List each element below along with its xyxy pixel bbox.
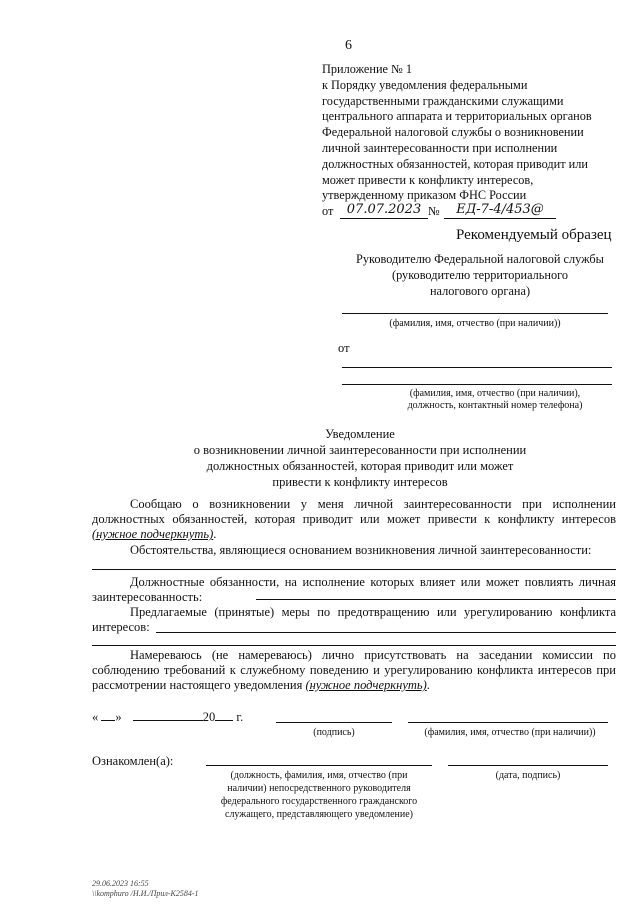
duties-line[interactable] — [256, 599, 616, 600]
paragraph-3 — [92, 575, 616, 605]
sender-line-2[interactable] — [342, 384, 612, 385]
footer-path: \\komphuro /Н.И./Прил-К2584-1 — [92, 889, 199, 898]
quote-close: » — [115, 710, 122, 724]
signature-line[interactable] — [276, 722, 392, 723]
notice-title — [150, 426, 570, 490]
notice-heading: Уведомление — [325, 427, 395, 441]
paragraph-1-text: Сообщаю о возникновении у меня личной заинтересованности при исполнении должностных обязанностей, которая приводит или может привести к конфликту интересов — [92, 497, 616, 526]
year-prefix: 20 — [202, 710, 216, 724]
notice-subtitle-line: должностных обязанностей, которая приводит или может — [206, 459, 514, 473]
date-signature-line[interactable] — [448, 765, 608, 766]
annex-line: центрального аппарата и территориальных органов — [322, 109, 592, 124]
paragraph-3-text: Должностные обязанности, на исполнение которых влияет или может повлиять личная заинтересованность: — [92, 575, 616, 604]
paragraph-4-text: Предлагаемые (принятые) меры по предотвращению или урегулированию конфликта интересов: — [92, 605, 616, 634]
paragraph-2 — [92, 543, 616, 558]
acknowledged-label: Ознакомлен(а): — [92, 754, 174, 768]
paragraph-5-text: Намереваюсь (не намереваюсь) лично присутствовать на заседании комиссии по соблюдению требований к служебному поведению и урегулированию конфликта интересов при рассмотрении настоящего уведомления — [92, 648, 616, 692]
handwritten-number: ЕД-7-4/453@ — [444, 202, 556, 219]
paragraph-1-note: (нужное подчеркнуть) — [92, 527, 214, 541]
year-field[interactable] — [215, 720, 233, 721]
annex-line: к Порядку уведомления федеральными — [322, 77, 528, 92]
annex-line: утвержденному приказом ФНС России — [322, 188, 527, 203]
footer-stamp — [92, 879, 199, 899]
circumstances-line[interactable] — [92, 569, 616, 570]
recommended-sample-label: Рекомендуемый образец — [456, 227, 612, 243]
supervisor-caption-line: наличии) непосредственного руководителя — [227, 783, 411, 794]
sender-line-1[interactable] — [342, 367, 612, 368]
date-row — [92, 710, 272, 728]
paragraph-1-end: . — [213, 527, 217, 541]
paragraph-5 — [92, 648, 616, 693]
annex-line: личной заинтересованности при исполнении — [322, 140, 558, 155]
signer-fio-line[interactable] — [408, 722, 608, 723]
paragraph-4 — [92, 605, 616, 635]
page-number: 6 — [345, 38, 352, 53]
annex-line: Федеральной налоговой службы о возникновении — [322, 125, 584, 140]
paragraph-2-text: Обстоятельства, являющиеся основанием возникновения личной заинтересованности: — [130, 543, 592, 557]
signer-fio-caption: (фамилия, имя, отчество (при наличии)) — [424, 727, 596, 738]
measures-line-1[interactable] — [156, 632, 616, 633]
annex-line: может привести к конфликту интересов, — [322, 172, 534, 187]
supervisor-caption-line: служащего, представляющего уведомление) — [225, 809, 413, 820]
addressee-line: (руководителю территориального — [391, 268, 569, 282]
annex-date-row — [322, 204, 622, 222]
paragraph-5-note: (нужное подчеркнуть) — [305, 678, 427, 692]
handwritten-date: 07.07.2023 — [340, 202, 428, 219]
annex-from-label: от — [322, 204, 334, 219]
supervisor-caption-line: федерального государственного гражданского — [220, 796, 418, 807]
footer-timestamp: 29.06.2023 16:55 — [92, 879, 149, 888]
sender-caption-2: должность, контактный номер телефона) — [407, 400, 583, 411]
annex-line: должностных обязанностей, которая приводит или — [322, 156, 588, 171]
annex-line: государственными гражданскими служащими — [322, 93, 564, 108]
date-signature-caption: (дата, подпись) — [495, 770, 561, 781]
notice-subtitle-line: о возникновении личной заинтересованности при исполнении — [193, 443, 527, 457]
addressee-line: налогового органа) — [429, 284, 531, 298]
supervisor-caption — [200, 769, 438, 821]
addressee-fio-line[interactable] — [342, 313, 608, 314]
measures-line-2[interactable] — [92, 645, 616, 646]
sender-from-label: от — [338, 341, 350, 355]
day-field[interactable] — [101, 720, 115, 721]
addressee-fio-caption: (фамилия, имя, отчество (при наличии)) — [389, 318, 561, 329]
annex-line: Приложение № 1 — [322, 62, 413, 76]
year-suffix: г. — [236, 710, 244, 724]
signature-caption: (подпись) — [313, 727, 355, 738]
annex-number-label: № — [428, 204, 440, 219]
supervisor-caption-line: (должность, фамилия, имя, отчество (при — [230, 770, 408, 781]
quote-open: « — [92, 710, 99, 724]
supervisor-line[interactable] — [206, 765, 432, 766]
annex-block — [322, 62, 622, 222]
month-field[interactable] — [133, 720, 203, 721]
notice-subtitle-line: привести к конфликту интересов — [272, 475, 448, 489]
paragraph-1 — [92, 497, 616, 542]
addressee-line: Руководителю Федеральной налоговой службы — [356, 252, 604, 266]
addressee-block — [330, 251, 630, 299]
sender-caption-1: (фамилия, имя, отчество (при наличии), — [409, 388, 581, 399]
paragraph-5-end: . — [426, 678, 430, 692]
